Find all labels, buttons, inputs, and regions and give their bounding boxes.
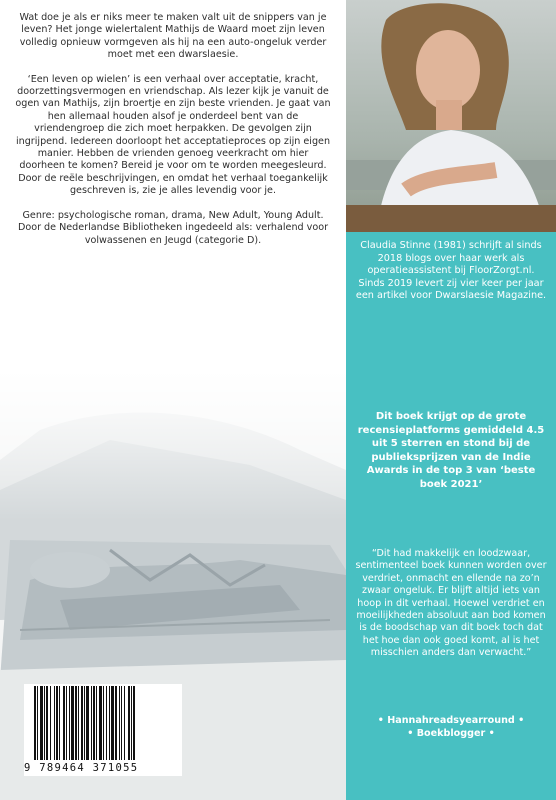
barcode-bar (91, 686, 92, 760)
barcode-bar (66, 686, 67, 760)
barcode-bar (37, 686, 38, 760)
barcode-bar (93, 686, 95, 760)
barcode-bar (124, 686, 125, 760)
barcode-bar (115, 686, 117, 760)
barcode-bar (128, 686, 130, 760)
isbn-barcode (24, 684, 182, 776)
barcode-bar (96, 686, 97, 760)
barcode-bar (106, 686, 107, 760)
barcode-bar (119, 686, 120, 760)
barcode-bar (131, 686, 132, 760)
barcode-bars (24, 684, 182, 762)
teal-column (346, 0, 556, 800)
synopsis (14, 12, 332, 259)
reviewer-role: • Boekblogger • (407, 728, 495, 739)
barcode-bar (103, 686, 104, 760)
barcode-bar (99, 686, 102, 760)
barcode-bar (44, 686, 45, 760)
barcode-bar (40, 686, 43, 760)
author-portrait (346, 0, 556, 232)
barcode-bar (86, 686, 89, 760)
barcode-bar (50, 686, 51, 760)
barcode-bar (71, 686, 74, 760)
barcode-bar (59, 686, 60, 760)
barcode-bar (54, 686, 55, 760)
ratings-highlight: Dit boek krijgt op de grote recensieplatforms gemiddeld 4.5 uit 5 sterren en stond bij de publieksprijzen van de Indie Awards in de top 3 van ‘beste boek 2021’ (357, 411, 545, 490)
barcode-bar (109, 686, 110, 760)
isbn-digits: 9 789464 371055 (24, 762, 139, 774)
barcode-bar (133, 686, 135, 760)
barcode-bar (84, 686, 85, 760)
barcode-bar (46, 686, 48, 760)
barcode-bar (78, 686, 79, 760)
barcode-bar (75, 686, 77, 760)
author-bio: Claudia Stinne (1981) schrijft al sinds 2018 blogs over haar werk als operatieassistent bij FloorZorgt.nl. Sinds 2019 levert zij vier keer per jaar een artikel voor Dwarslaesie Magazine. (355, 240, 547, 302)
synopsis-genre: Genre: psychologische roman, drama, New Adult, Young Adult. Door de Nederlandse Bibliotheken ingedeeld als: verhalend voor volwassenen en Jeugd (categorie D). (17, 209, 329, 246)
barcode-bar (81, 686, 83, 760)
barcode-bar (63, 686, 65, 760)
review-quote: “Dit had makkelijk en loodzwaar, sentimenteel boek kunnen worden over verdriet, onmacht en ellende na zo’n zwaar ongeluk. Er blijft altijd iets van hoop in dit verhaal. Hoewel verdriet en moeilijkheden absoluut aan bod komen is de boodschap van dit boek toch dat het hoe dan ook goed komt, al is het misschien anders dan verwacht.” (355, 548, 547, 659)
barcode-bar (56, 686, 58, 760)
synopsis-intro: Wat doe je als er niks meer te maken valt uit de snippers van je leven? Het jonge wielertalent Mathijs de Waard moet zijn leven volledig opnieuw vormgeven als hij na een auto-ongeluk verder moet met een dwarslaesie. (19, 12, 327, 61)
barcode-bar (121, 686, 122, 760)
review-attribution (354, 714, 548, 740)
reviewer-name: • Hannahreadsyearround • (377, 715, 525, 726)
barcode-bar (69, 686, 70, 760)
barcode-bar (34, 686, 36, 760)
barcode-bar (111, 686, 114, 760)
synopsis-body: ‘Een leven op wielen’ is een verhaal over acceptatie, kracht, doorzettingsvermogen en vriendschap. Als lezer kijk je vanuit de ogen van Mathijs, zijn broertje en zijn beste vrienden. Je gaat van hen allemaal houden alsof je onderdeel bent van de vriendengroep die zich moet herpakken. De gevolgen zijn ingrijpend. Iedereen doorloopt het acceptatieproces op zijn eigen manier. Hebben de vrienden genoeg veerkracht om hier doorheen te komen? Bereid je voor om te worden meegesleurd. Door de reële beschrijvingen, en omdat het verhaal toegankelijk geschreven is, zie je alles levendig voor je. (15, 73, 331, 197)
